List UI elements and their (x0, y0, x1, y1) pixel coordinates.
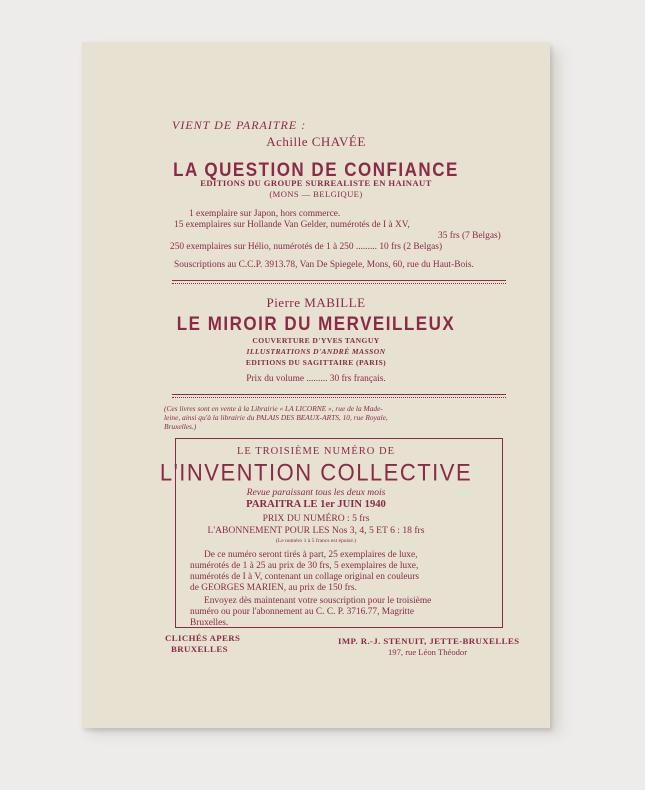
box-subtitle: Revue paraissant tous les deux mois (246, 487, 386, 498)
book2-price: Prix du volume ......... 30 frs français. (246, 374, 386, 384)
book1-line2b: 35 frs (7 Belgas) (438, 231, 501, 241)
divider (172, 280, 506, 281)
note-line3: Bruxelles.) (164, 422, 197, 431)
box-paragraph-line: numérotés de 1 à 25 au prix de 30 frs, 5 exemplaires de luxe, (190, 561, 419, 571)
footer-printer: IMP. R.-J. STENUIT, JETTE-BRUXELLES (338, 636, 520, 646)
note-line1: (Ces livres sont en vente à la Librairie « LA LICORNE », rue de la Made- (164, 404, 383, 413)
box-tiny-note: (Le numéro 1 à 5 francs est épuisé.) (275, 538, 357, 544)
book1-title: LA QUESTION DE CONFIANCE (173, 158, 459, 181)
book1-place: (MONS — BELGIQUE) (269, 189, 363, 199)
box-date: PARAITRA LE 1er JUIN 1940 (246, 499, 386, 510)
divider (172, 397, 506, 398)
box-paragraph-line: de GEORGES MARIEN, au prix de 150 frs. (190, 583, 357, 593)
footer-printer-address: 197, rue Léon Théodor (388, 647, 468, 657)
box-top-line: LE TROISIÈME NUMÉRO DE (236, 446, 395, 457)
book2-edition: EDITIONS DU SAGITTAIRE (PARIS) (245, 358, 387, 367)
footer-cliches-city: BRUXELLES (171, 644, 228, 654)
box-paragraph-line: Bruxelles. (190, 618, 229, 628)
book2-illustrations: ILLUSTRATIONS D'ANDRÉ MASSON (246, 347, 386, 356)
book2-title: LE MIROIR DU MERVEILLEUX (176, 312, 456, 335)
book1-author: Achille CHAVÉE (266, 134, 366, 149)
book1-line1: 1 exemplaire sur Japon, hors commerce. (189, 209, 341, 219)
book1-line2: 15 exemplaires sur Hollande Van Gelder, numérotés de I à XV, (174, 220, 410, 230)
box-title: L'INVENTION COLLECTIVE (159, 458, 473, 487)
box-subscription: L'ABONNEMENT POUR LES Nos 3, 4, 5 ET 6 : 18 frs (207, 525, 425, 536)
divider (172, 394, 506, 395)
divider (172, 283, 506, 284)
book1-edition: EDITIONS DU GROUPE SURREALISTE EN HAINAUT (200, 178, 432, 188)
box-paragraph-line: numérotés de I à V, contenant un collage original en couleurs (190, 572, 420, 582)
box-paragraph-line: De ce numéro seront tirés à part, 25 exemplaires de luxe, (204, 550, 418, 560)
announcement-heading: VIENT DE PARAITRE : (172, 118, 307, 132)
book1-line3: 250 exemplaires sur Hélio, numérotés de 1 à 250 ......... 10 frs (2 Belgas) (170, 242, 443, 252)
book2-author: Pierre MABILLE (266, 295, 366, 310)
footer-cliches: CLICHÉS APERS (165, 633, 241, 643)
box-paragraph-line: Envoyez dès maintenant votre souscription pour le troisième (204, 596, 432, 606)
booklet-back-cover (82, 42, 550, 728)
box-price: PRIX DU NUMÉRO : 5 frs (262, 513, 370, 524)
book1-subscription: Souscriptions au C.C.P. 3913.78, Van De Spiegele, Mons, 60, rue du Haut-Bois. (174, 260, 474, 270)
book2-cover-credit: COUVERTURE D'YVES TANGUY (252, 336, 380, 345)
box-paragraph-line: numéro ou pour l'abonnement au C. C. P. 3716.77, Magritte (190, 607, 415, 617)
note-line2: leine, ainsi qu'à la librairie du PALAIS DES BEAUX-ARTS, 10, rue Royale, (164, 413, 388, 422)
